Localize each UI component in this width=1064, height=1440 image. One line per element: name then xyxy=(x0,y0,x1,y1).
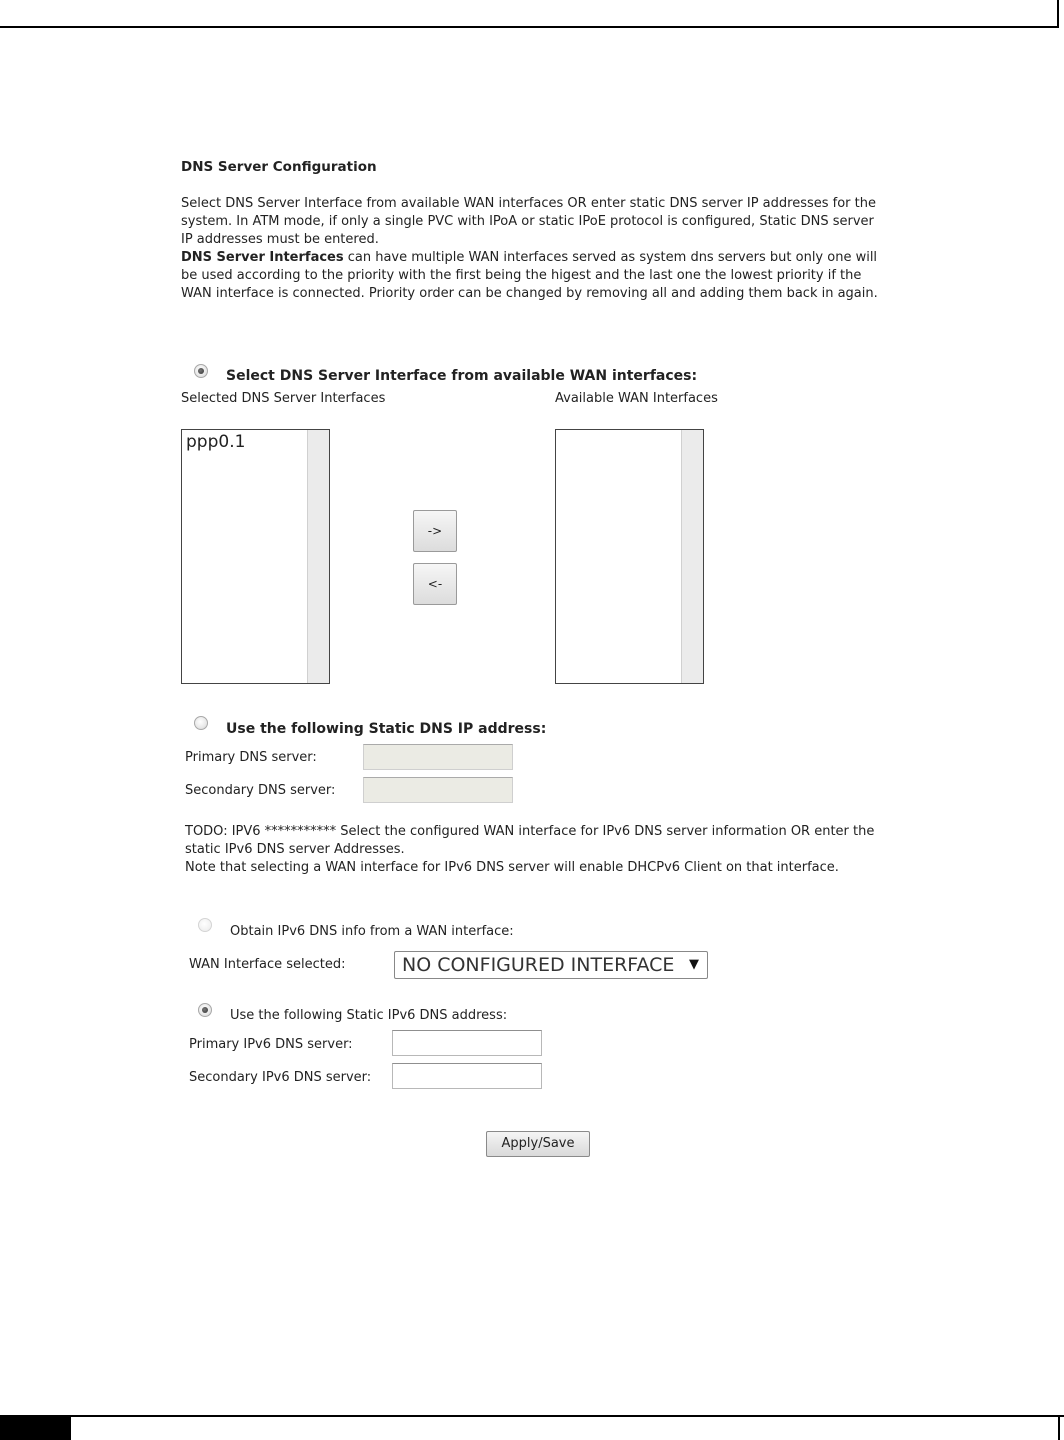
ipv6-static-radio[interactable] xyxy=(198,1003,212,1017)
page-header-frame xyxy=(0,0,1059,28)
secondary-dns-input[interactable] xyxy=(363,777,513,803)
apply-save-button[interactable]: Apply/Save xyxy=(486,1131,590,1157)
ipv6-wan-radio-label: Obtain IPv6 DNS info from a WAN interface: xyxy=(230,924,514,939)
available-list-scrollbar[interactable] xyxy=(681,430,703,683)
available-interfaces-list[interactable] xyxy=(555,429,704,684)
primary-dns-input[interactable] xyxy=(363,744,513,770)
wan-interface-select-label: WAN Interface selected: xyxy=(189,957,346,972)
ipv6-note-line-2: Note that selecting a WAN interface for IPv6 DNS server will enable DHCPv6 Client on that interface. xyxy=(185,860,839,875)
primary-dns-label: Primary DNS server: xyxy=(185,750,317,765)
wan-interface-select-value: NO CONFIGURED INTERFACE xyxy=(402,954,675,976)
wan-interface-radio[interactable] xyxy=(194,364,208,378)
dropdown-arrow-icon: ▼ xyxy=(689,957,699,972)
primary-ipv6-dns-input[interactable] xyxy=(392,1030,542,1056)
static-dns-radio[interactable] xyxy=(194,716,208,730)
selected-interfaces-list[interactable] xyxy=(181,429,330,684)
ipv6-wan-radio[interactable] xyxy=(198,918,212,932)
available-interfaces-header: Available WAN Interfaces xyxy=(555,391,718,406)
description-paragraph-1: Select DNS Server Interface from available WAN interfaces OR enter static DNS server IP addresses for the system. In ATM mode, if only a single PVC with IPoA or static IPoE protocol is configured, Static DNS server IP addresses must be entered. xyxy=(181,196,876,247)
wan-interface-select[interactable] xyxy=(394,951,708,979)
wan-interface-radio-label: Select DNS Server Interface from available WAN interfaces: xyxy=(226,368,698,384)
primary-ipv6-dns-label: Primary IPv6 DNS server: xyxy=(189,1037,353,1052)
selected-list-scrollbar[interactable] xyxy=(307,430,329,683)
ipv6-note-line-1: TODO: IPV6 *********** Select the configured WAN interface for IPv6 DNS server information OR enter the static IPv6 DNS server Addresses. xyxy=(185,824,875,857)
description-paragraph-2 xyxy=(181,249,881,303)
ipv6-note xyxy=(185,823,885,877)
static-dns-radio-label: Use the following Static DNS IP address: xyxy=(226,721,547,737)
description-paragraph-2-text: can have multiple WAN interfaces served as system dns servers but only one will be used according to the priority with the first being the higest and the last one the lowest priority if the WAN interface is connected. Priority order can be changed by removing all and adding them back in again. xyxy=(181,250,878,301)
selected-interfaces-header: Selected DNS Server Interfaces xyxy=(181,391,386,406)
page-footer-block xyxy=(0,1417,71,1440)
page-footer-edge xyxy=(1058,1417,1060,1440)
add-interface-button[interactable]: -> xyxy=(413,510,457,552)
description xyxy=(181,195,881,303)
remove-interface-button[interactable]: <- xyxy=(413,563,457,605)
ipv6-static-radio-label: Use the following Static IPv6 DNS address: xyxy=(230,1008,508,1023)
secondary-ipv6-dns-input[interactable] xyxy=(392,1063,542,1089)
page-title: DNS Server Configuration xyxy=(181,159,377,175)
description-bold-term: DNS Server Interfaces xyxy=(181,250,344,265)
page-footer-rule xyxy=(0,1415,1064,1417)
secondary-dns-label: Secondary DNS server: xyxy=(185,783,336,798)
selected-interface-option[interactable]: ppp0.1 xyxy=(186,432,246,452)
secondary-ipv6-dns-label: Secondary IPv6 DNS server: xyxy=(189,1070,372,1085)
